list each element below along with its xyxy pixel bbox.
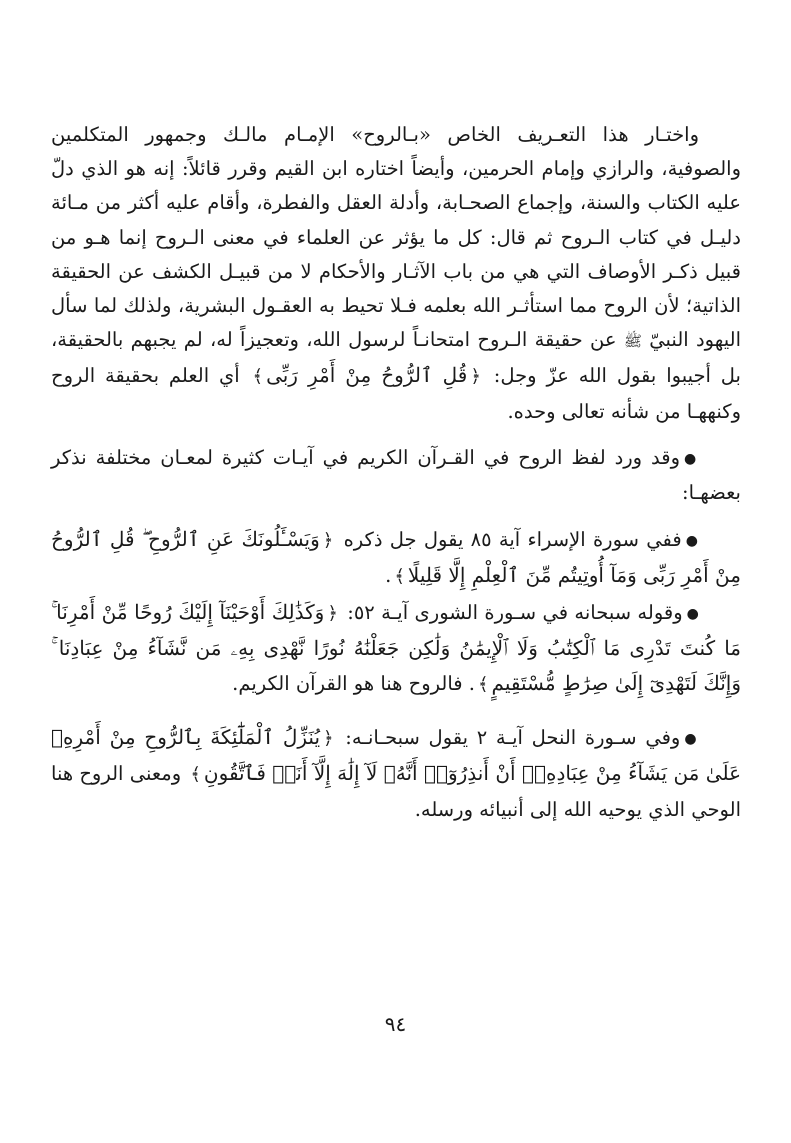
quran-verse: قُلِ ٱلرُّوحُ مِنْ أَمْرِ رَبِّى (266, 363, 468, 388)
paragraph-nahl (51, 720, 741, 827)
bullet-icon: ● (685, 533, 699, 550)
quran-bracket-close: ﴾ (252, 366, 264, 388)
quran-bracket-open: ﴿ (323, 728, 334, 750)
paragraph-text: ففي سورة الإسراء آية ٨٥ يقول جل ذكره (343, 528, 682, 552)
quran-bracket-close: ﴾ (394, 566, 405, 588)
bullet-icon: ● (686, 605, 700, 622)
quran-verse: وَكَذَٰلِكَ أَوْحَيْنَآ إِلَيْكَ رُوحًا مِّنْ أَمْرِنَا ۚ مَا كُنتَ تَدْرِى مَا ٱلْكِتَٰبُ وَلَا ٱلْإِيمَٰنُ وَلَٰكِن جَعَلْنَٰهُ نُورًا نَّهْدِى بِهِۦ مَن نَّشَآءُ مِنْ عِبَادِنَا ۚ وَإِنَّكَ لَتَهْدِىٓ إِلَىٰ صِرَٰطٍ مُّسْتَقِيمٍ (51, 599, 741, 696)
paragraph-text: ومعنى الروح هنا الوحي الذي يوحيه الله إلى أنبيائه ورسله. (51, 762, 741, 821)
paragraph-definition (51, 118, 741, 429)
paragraph-intro (51, 441, 741, 510)
quran-bracket-close: ﴾ (190, 764, 201, 786)
paragraph-text: عن حقيقة الـروح امتحانـاً لرسول الله، وتعجيزاً له، لم يجبهم بالحقيقة، بل أجيبوا بقول الله عزّ وجل: (51, 328, 741, 388)
paragraph-text: واختـار هذا التعـريف الخاص «بـالروح» الإمـام مالـك وجمهور المتكلمين والصوفية، والرازي وإمام الحرمين، وأيضاً اختاره ابن القيم وقرر قائلاً: إنه هو الذي دلّ عليه الكتاب والسنة، وإجماع الصحـابة، وأدلة العقل والفطرة، وأقام عليه أكثر من مـائة دليـل في كتاب الـروح ثم قال: كل ما يؤثر عن العلماء في معنى الـروح إنما هـو من قبيل ذكـر الأوصاف التي هي من باب الآثـار والأحكام لا من قبيـل الكشف عن الحقيقة الذاتية؛ لأن الروح مما استأثـر الله بعلمه فـلا تحيط به العقـول البشرية، ولذلك لما سأل اليهود النبيّ (51, 123, 741, 352)
quran-verse: وَيَسْـَٔلُونَكَ عَنِ ٱلرُّوحِ ۖ قُلِ ٱلرُّوحُ مِنْ أَمْرِ رَبِّى وَمَآ أُوتِيتُم مِّنَ ٱلْعِلْمِ إِلَّا قَلِيلًا (51, 527, 741, 588)
paragraph-text: وفي سـورة النحل آيـة ٢ يقول سبحـانـه: (345, 726, 681, 750)
paragraph-isra (51, 522, 741, 594)
paragraph-text: أي العلم بحقيقة الروح وكنههـا من شأنه تعالى وحده. (51, 364, 741, 423)
quran-bracket-open: ﴿ (470, 366, 481, 388)
quran-bracket-open: ﴿ (322, 530, 334, 552)
pbuh-symbol: ﷺ (623, 332, 642, 351)
page-body (51, 118, 741, 827)
quran-bracket-close: ﴾ (478, 674, 489, 696)
bullet-icon: ● (684, 450, 699, 467)
bullet-icon: ● (684, 731, 700, 748)
paragraph-text: . (385, 564, 392, 588)
paragraph-shura (51, 595, 741, 703)
paragraph-text: وقد ورد لفظ الروح في القـرآن الكريم في آيـات كثيرة لمعـان مختلفة نذكر بعضهـا: (51, 445, 741, 505)
paragraph-text: وقوله سبحانه في سـورة الشورى آيـة ٥٢: (347, 600, 683, 624)
page-number: ٩٤ (384, 1012, 407, 1036)
quran-verse: يُنَزِّلُ ٱلْمَلَٰٓئِكَةَ بِٱلرُّوحِ مِنْ أَمْرِهِۦ عَلَىٰ مَن يَشَآءُ مِنْ عِبَادِهِۦٓ أَنْ أَنذِرُوٓا۟ أَنَّهُۥ لَآ إِلَٰهَ إِلَّآ أَنَا۠ فَٱتَّقُونِ (51, 725, 742, 786)
paragraph-text: . فالروح هنا هو القرآن الكريم. (232, 672, 475, 696)
quran-bracket-open: ﴿ (327, 602, 338, 624)
